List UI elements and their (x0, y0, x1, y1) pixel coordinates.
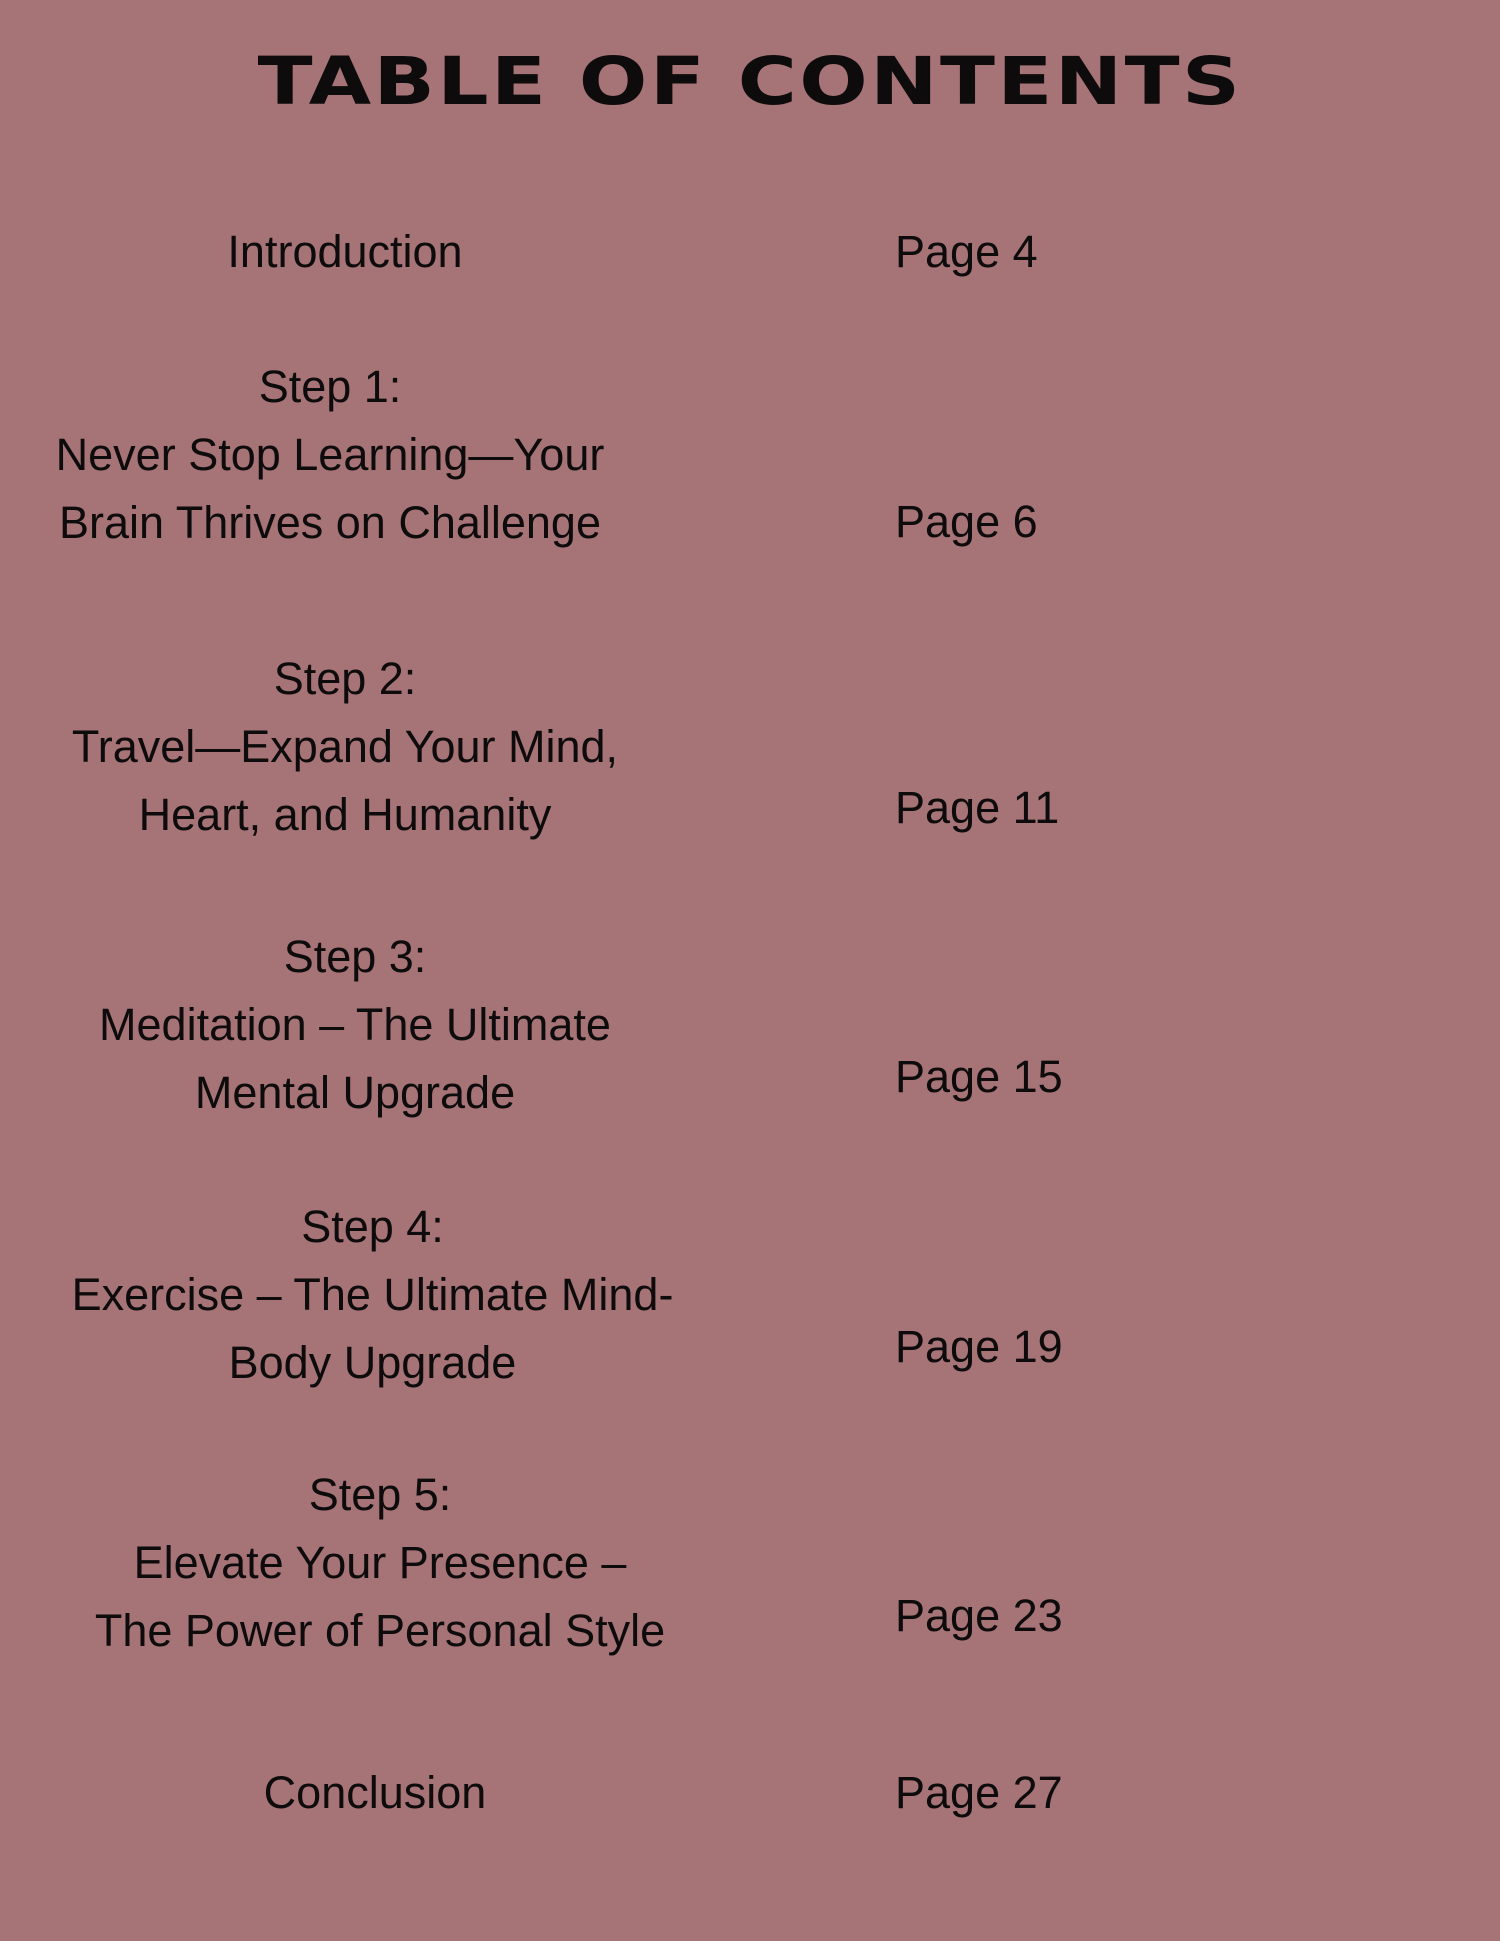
toc-entry-title-line: Heart, and Humanity (138, 789, 552, 840)
toc-entry-step-label: Step 2: (273, 653, 417, 704)
toc-entry-title-line: Brain Thrives on Challenge (59, 497, 601, 548)
toc-entry-conclusion[interactable] (150, 1759, 600, 1827)
toc-entry-title-line: Travel—Expand Your Mind, (71, 721, 619, 772)
toc-entry-title-line: Meditation – The Ultimate (99, 999, 611, 1050)
toc-entry-title-line: Conclusion (263, 1767, 487, 1818)
toc-entry-title-line: Never Stop Learning—Your (55, 429, 605, 480)
toc-entry-step-4[interactable] (25, 1193, 720, 1397)
toc-entry-title-line: Introduction (227, 226, 463, 277)
toc-entry-title-line: Body Upgrade (228, 1337, 517, 1388)
toc-entry-page-step-1: Page 6 (895, 496, 1038, 547)
toc-entry-step-2[interactable] (40, 645, 650, 849)
toc-entry-page-step-4: Page 19 (895, 1321, 1063, 1372)
toc-entry-title-line: Elevate Your Presence – (133, 1537, 627, 1588)
toc-entry-page-step-3: Page 15 (895, 1051, 1063, 1102)
toc-entry-step-5[interactable] (60, 1461, 700, 1665)
toc-entry-step-3[interactable] (50, 923, 660, 1127)
toc-entry-title-line: The Power of Personal Style (94, 1605, 666, 1656)
toc-entry-title-line: Mental Upgrade (194, 1067, 516, 1118)
page-title: TABLE OF CONTENTS (257, 43, 1243, 120)
toc-entry-step-label: Step 4: (301, 1201, 444, 1252)
toc-entry-page-introduction: Page 4 (895, 226, 1038, 277)
toc-entry-step-label: Step 1: (258, 361, 402, 412)
toc-entry-title-line: Exercise – The Ultimate Mind- (71, 1269, 674, 1320)
toc-entry-step-1[interactable] (20, 353, 640, 557)
toc-entry-page-step-2: Page 11 (895, 782, 1060, 833)
toc-entry-step-label: Step 5: (308, 1469, 452, 1520)
toc-entry-page-step-5: Page 23 (895, 1590, 1063, 1641)
toc-entry-introduction[interactable] (120, 218, 570, 286)
toc-entry-step-label: Step 3: (283, 931, 427, 982)
toc-entry-page-conclusion: Page 27 (895, 1767, 1063, 1818)
